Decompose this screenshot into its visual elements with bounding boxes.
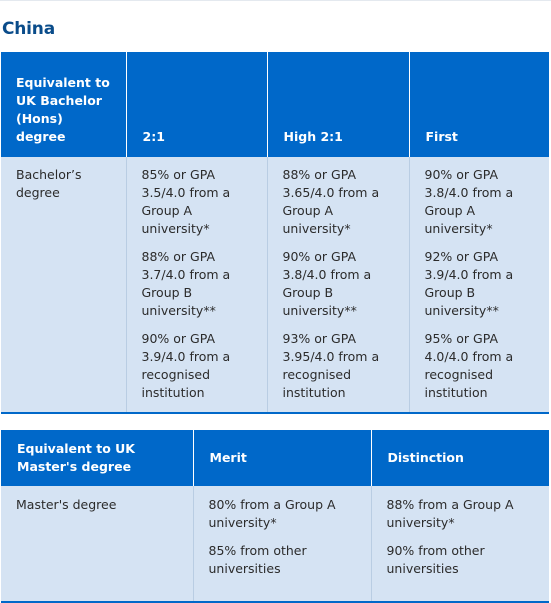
requirement-recognised: 95% or GPA 4.0/4.0 from a recognised institution (424, 331, 514, 400)
requirement-group-b: 92% or GPA 3.9/4.0 from a Group B university** (424, 249, 514, 318)
requirement-group-a: 88% from a Group A university* (386, 497, 514, 530)
requirement-other: 85% from other universities (208, 543, 307, 576)
bachelor-equivalence-table (1, 52, 549, 414)
masters-cell-distinction (371, 486, 549, 602)
requirement-other: 90% from other universities (386, 543, 485, 576)
masters-row-label: Master's degree (1, 486, 193, 602)
requirement-group-a: 90% or GPA 3.8/4.0 from a Group A university* (424, 167, 514, 236)
requirement-group-b: 88% or GPA 3.7/4.0 from a Group B university** (141, 249, 231, 318)
bachelor-row-label: Bachelor’s degree (1, 157, 126, 413)
masters-cell-merit (193, 486, 371, 602)
masters-header-row (1, 430, 549, 486)
bachelor-cell-high-2-1 (267, 157, 409, 413)
table-row (1, 157, 549, 413)
requirement-group-a: 80% from a Group A university* (208, 497, 336, 530)
bachelor-header-high-2-1: High 2:1 (267, 52, 409, 157)
requirement-group-a: 85% or GPA 3.5/4.0 from a Group A university* (141, 167, 231, 236)
bachelor-header-2-1: 2:1 (126, 52, 267, 157)
requirement-recognised: 90% or GPA 3.9/4.0 from a recognised institution (141, 331, 231, 400)
bachelor-cell-2-1 (126, 157, 267, 413)
page-title: China (2, 19, 55, 39)
bachelor-header-row (1, 52, 549, 157)
masters-header-equivalent: Equivalent to UK Master's degree (1, 430, 193, 486)
masters-header-merit: Merit (193, 430, 371, 486)
masters-equivalence-table (1, 430, 549, 603)
top-divider (0, 0, 551, 1)
bachelor-header-equivalent: Equivalent to UK Bachelor (Hons) degree (1, 52, 126, 157)
masters-header-distinction: Distinction (371, 430, 549, 486)
bachelor-header-first: First (409, 52, 549, 157)
requirement-group-b: 90% or GPA 3.8/4.0 from a Group B university** (282, 249, 372, 318)
table-row (1, 486, 549, 602)
bachelor-cell-first (409, 157, 549, 413)
requirement-recognised: 93% or GPA 3.95/4.0 from a recognised institution (282, 331, 380, 400)
requirement-group-a: 88% or GPA 3.65/4.0 from a Group A university* (282, 167, 380, 236)
